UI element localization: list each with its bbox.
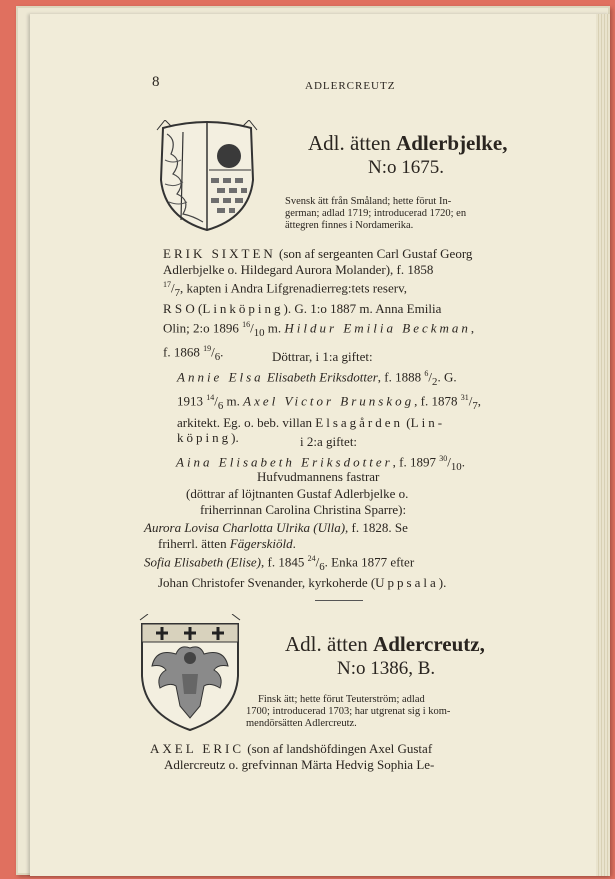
entry1-description [285, 196, 466, 232]
entry2-family-name: Adlercreutz, [373, 632, 485, 656]
second-marriage-heading: i 2:a giftet: [300, 434, 358, 449]
entry2-title [285, 632, 485, 657]
aunt-line: friherrl. ätten Fägerskiöld. [158, 535, 296, 551]
entry1-description-line: Svensk ätt från Småland; hette förut In- [285, 196, 452, 207]
entry1-line: Adlerbjelke o. Hildegard Aurora Molander), f. 1858 [163, 261, 434, 277]
aunts-entry [144, 520, 446, 591]
coat-of-arms-adlercreutz-icon [136, 614, 244, 732]
entry2-line: Adlercreutz o. grefvinnan Märta Hedvig Sophia Le- [164, 756, 435, 772]
entry2-main-text [150, 741, 434, 772]
entry1-title [308, 131, 507, 156]
section-divider [315, 600, 363, 601]
entry1-number: N:o 1675. [368, 157, 444, 178]
stepmother-heading: Hufvudmannens fastrar [257, 469, 380, 484]
daughters-heading: Döttrar, i 1:a giftet: [272, 349, 373, 364]
page-edges [596, 14, 610, 876]
entry1-family-name: Adlerbjelke, [396, 131, 508, 155]
entry1-line: Olin; 2:o 1896 $^{16}/_{10}$ m. Hildur Emilia Beckman, [163, 319, 475, 339]
entry2-line: AXEL ERIC (son af landshöfdingen Axel Gustaf [150, 741, 433, 756]
coat-of-arms-adlerbjelke-icon [153, 120, 261, 232]
entry2-title-prefix: Adl. ätten [285, 632, 368, 656]
entry2-description-line: mendörsätten Adlercreutz. [246, 718, 357, 729]
entry1-description-line: german; adlad 1719; introducerad 1720; en [285, 208, 467, 219]
stepmother-lines [186, 486, 408, 517]
entry1-line: ERIK SIXTEN (son af sergeanten Carl Gustaf Georg [163, 246, 473, 261]
entry2-number: N:o 1386, B. [337, 658, 436, 679]
stepmother-line: friherrinnan Carolina Christina Sparre): [200, 501, 407, 517]
aunt-line: Johan Christofer Svenander, kyrkoherde (Uppsala). [158, 575, 447, 591]
daughter1-line: 1913 $^{14}/_6$ m. Axel Victor Brunskog, f. 1878 $^{31}/_7$, [177, 393, 482, 413]
entry1-line: $^{17}/_7$, kapten i Andra Lifgrenadierreg:tets reserv, [163, 280, 407, 299]
entry1-main-text [163, 246, 474, 366]
aunt-line: Aurora Lovisa Charlotta Ulrika (Ulla), f. 1828. Se [144, 520, 408, 535]
entry1-line: R S O (Linköping). G. 1:o 1887 m. Anna Emilia [163, 301, 442, 317]
entry1-description-line: ättegren finnes i Nordamerika. [285, 220, 414, 231]
entry2-description-line: Finsk ätt; hette förut Teuterström; adlad [258, 694, 425, 705]
daughter1-line: Annie Elsa Elisabeth Eriksdotter, f. 1888 $^6/_2$. G. [177, 369, 457, 388]
page-number: 8 [152, 74, 160, 90]
daughter1-line: arkitekt. Eg. o. beb. villan Elsagården (Lin- [177, 414, 446, 430]
aunt-line: Sofia Elisabeth (Elise), f. 1845 $^{24}/_6$. Enka 1877 efter [144, 554, 415, 573]
entry2-description-line: 1700; introducerad 1703; har utgrenat sig i kom- [246, 706, 451, 717]
entry1-title-prefix: Adl. ätten [308, 131, 391, 155]
entry2-description [246, 694, 451, 730]
running-head: ADLERCREUTZ [305, 80, 396, 92]
stepmother-line: (döttrar af löjtnanten Gustaf Adlerbjelke o. [186, 486, 409, 501]
daughter2-entry: Aina Elisabeth Eriksdotter, f. 1897 $^{30}/_{10}$. [176, 454, 465, 473]
daughter1-line: köping). [177, 430, 239, 446]
entry1-line: f. 1868 $^{19}/_6$. [163, 344, 224, 364]
